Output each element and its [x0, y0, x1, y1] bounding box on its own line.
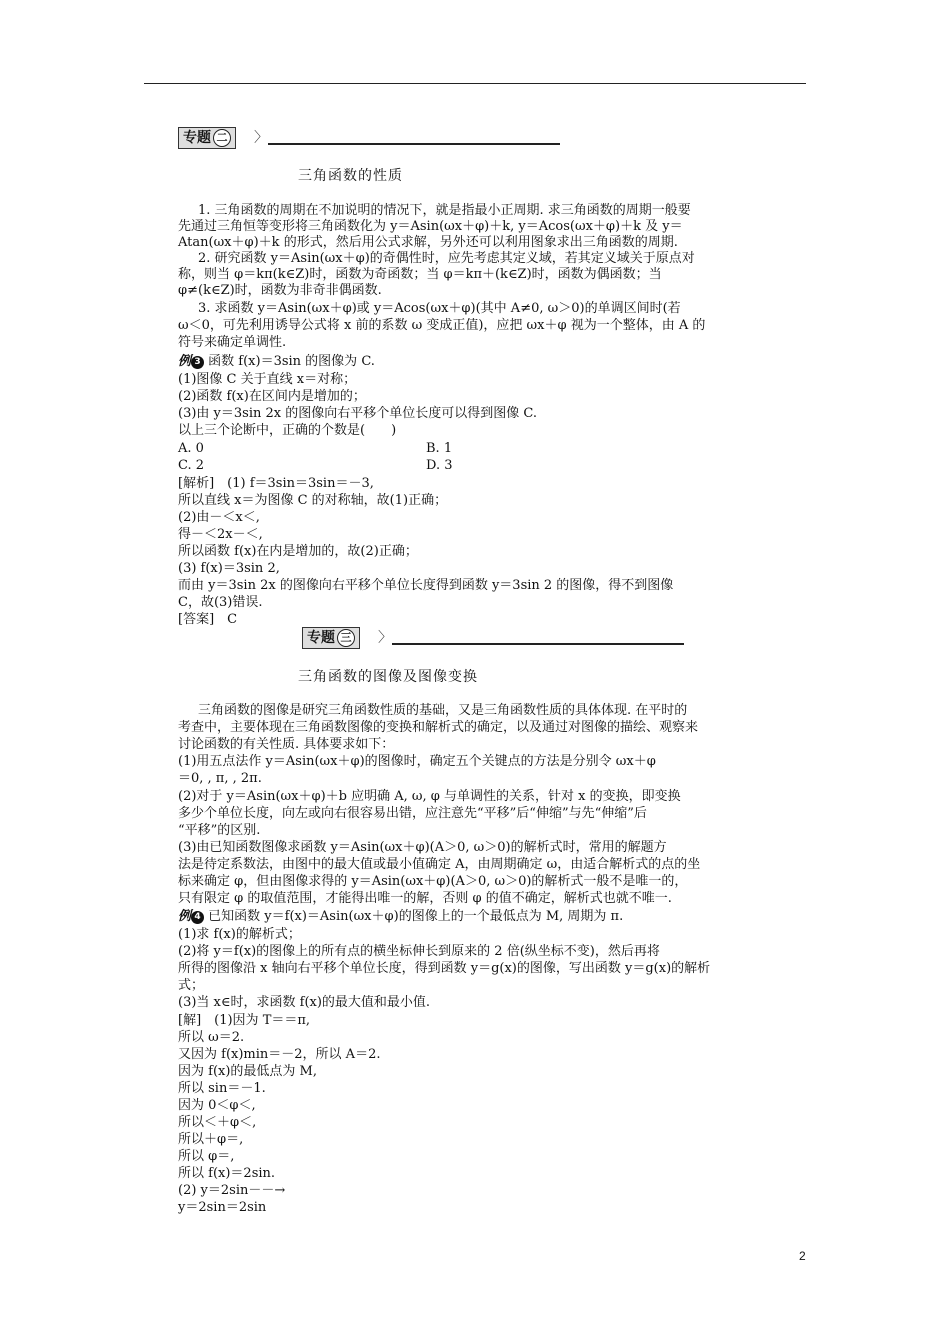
section-badge — [302, 627, 360, 649]
chevron-right-icon: 〉 — [378, 630, 392, 646]
text-line: 称，则当 φ＝kπ(k∈Z)时，函数为奇函数；当 φ＝kπ＋(k∈Z)时，函数为偶函数；当 — [178, 267, 662, 282]
text-line: 所以＜＋φ＜, — [178, 1115, 257, 1130]
section-heading: 三角函数的图像及图像变换 — [298, 669, 478, 685]
text-line: 所以 f(x)＝2sin. — [178, 1166, 276, 1181]
text-line: 3. 求函数 y＝Asin(ωx＋φ)或 y＝Acos(ωx＋φ)(其中 A≠0, ω＞0)的单调区间时(若 — [198, 301, 681, 316]
option-b: B. 1 — [426, 441, 453, 456]
text-line: 2. 研究函数 y＝Asin(ωx＋φ)的奇偶性时，应先考虑其定义域，若其定义域关于原点对 — [198, 251, 695, 266]
text-line: (2)对于 y＝Asin(ωx＋φ)＋b 应明确 A, ω, φ 与单调性的关系，针对 x 的变换，即变换 — [178, 789, 681, 804]
section-badge-label: 专题 — [183, 130, 211, 146]
text-line: C，故(3)错误. — [178, 595, 263, 610]
example-statement: 函数 f(x)＝3sin 的图像为 C. — [208, 354, 375, 369]
text-line: y＝2sin＝2sin — [178, 1200, 267, 1215]
section-heading: 三角函数的性质 — [298, 168, 403, 184]
text-line: 因为 f(x)的最低点为 M, — [178, 1064, 317, 1079]
text-line: φ≠(k∈Z)时，函数为非奇非偶函数. — [178, 283, 382, 298]
answer-line: [答案] C — [178, 612, 238, 627]
example-4 — [178, 909, 623, 925]
text-line: 以上三个论断中，正确的个数是( ) — [178, 423, 397, 438]
text-line: (2)由－＜x＜, — [178, 510, 260, 525]
text-line: ＝0, , π, , 2π. — [178, 771, 262, 786]
text-line: 因为 0＜φ＜, — [178, 1098, 256, 1113]
example-number: 3 — [191, 356, 204, 369]
text-line: 式； — [178, 978, 205, 993]
text-line: 所以 ω＝2. — [178, 1030, 245, 1045]
text-line: ω＜0，可先利用诱导公式将 x 前的系数 ω 变成正值)，应把 ωx＋φ 视为一个整体，由 A 的 — [178, 318, 706, 333]
page-number: 2 — [799, 1249, 806, 1263]
option-d: D. 3 — [426, 458, 453, 473]
text-line: 法是待定系数法，由图中的最大值或最小值确定 A，由周期确定 ω，由适合解析式的点的坐 — [178, 857, 701, 872]
option-a: A. 0 — [178, 441, 204, 456]
section-underline — [392, 643, 684, 645]
text-line: 先通过三角恒等变形将三角函数化为 y＝Asin(ωx＋φ)＋k, y＝Acos(ωx＋φ)＋k 及 y＝ — [178, 219, 683, 234]
text-line: 讨论函数的有关性质. 具体要求如下： — [178, 737, 395, 752]
example-3 — [178, 354, 375, 370]
section-badge-label: 专题 — [307, 630, 335, 646]
top-rule — [144, 83, 806, 84]
text-line: 符号来确定单调性. — [178, 335, 287, 350]
example-label: 例 3 — [178, 354, 204, 369]
section-underline — [268, 143, 560, 145]
text-line: 得－＜2x－＜, — [178, 527, 263, 542]
text-line: (1)求 f(x)的解析式； — [178, 927, 301, 942]
text-line: “平移”的区别. — [178, 823, 261, 838]
text-line: Atan(ωx＋φ)＋k 的形式，然后用公式求解，另外还可以利用图象求出三角函数的周期. — [178, 235, 678, 250]
text-line: 而由 y＝3sin 2x 的图像向右平移个单位长度得到函数 y＝3sin 2 的图像，得不到图像 — [178, 578, 674, 593]
chevron-right-icon: 〉 — [254, 130, 268, 146]
text-line: 所以直线 x＝为图像 C 的对称轴，故(1)正确； — [178, 493, 448, 508]
text-line: (3) f(x)＝3sin 2, — [178, 561, 280, 576]
text-line: (3)由已知函数图像求函数 y＝Asin(ωx＋φ)(A＞0, ω＞0)的解析式时，常用的解题方 — [178, 840, 667, 855]
example-label: 例 4 — [178, 909, 204, 924]
text-line: 标来确定 φ，但由图像求得的 y＝Asin(ωx＋φ)(A＞0, ω＞0)的解析式一般不是唯一的， — [178, 874, 688, 889]
text-line: (2) y＝2sin－－→ — [178, 1183, 286, 1198]
text-line: (2)将 y＝f(x)的图像上的所有点的横坐标伸长到原来的 2 倍(纵坐标不变)，然后再将 — [178, 944, 660, 959]
section-badge — [178, 127, 236, 149]
text-line: 考查中，主要体现在三角函数图像的变换和解析式的确定，以及通过对图像的描绘、观察来 — [178, 720, 699, 735]
option-c: C. 2 — [178, 458, 205, 473]
text-line: (2)函数 f(x)在区间内是增加的； — [178, 389, 366, 404]
text-line: 又因为 f(x)min＝－2，所以 A＝2. — [178, 1047, 381, 1062]
text-line: 所以 φ＝, — [178, 1149, 235, 1164]
example-statement: 已知函数 y＝f(x)＝Asin(ωx＋φ)的图像上的一个最低点为 M, 周期为 π. — [208, 909, 624, 924]
text-line: [解] (1)因为 T＝＝π, — [178, 1013, 311, 1028]
text-line: 所以 sin＝－1. — [178, 1081, 266, 1096]
text-line: 所得的图像沿 x 轴向右平移个单位长度，得到函数 y＝g(x)的图像，写出函数 y＝g(x)的解析 — [178, 961, 711, 976]
example-number: 4 — [191, 911, 204, 924]
text-line: (1)用五点法作 y＝Asin(ωx＋φ)的图像时，确定五个关键点的方法是分别令 ωx＋φ — [178, 754, 656, 769]
text-line: 1. 三角函数的周期在不加说明的情况下，就是指最小正周期. 求三角函数的周期一般要 — [198, 203, 691, 218]
section-number: 二 — [213, 129, 231, 147]
text-line: 只有限定 φ 的取值范围，才能得出唯一的解，否则 φ 的值不确定，解析式也就不唯一. — [178, 891, 672, 906]
section-header-2 — [178, 127, 560, 151]
text-line: (3)当 x∈时，求函数 f(x)的最大值和最小值. — [178, 995, 431, 1010]
text-line: (1)图像 C 关于直线 x＝对称； — [178, 372, 357, 387]
text-line: 多少个单位长度，向左或向右很容易出错，应注意先“平移”后“伸缩”与先“伸缩”后 — [178, 806, 647, 821]
text-line: [解析] (1) f＝3sin＝3sin＝－3, — [178, 476, 374, 491]
section-header-3 — [302, 627, 684, 651]
text-line: 三角函数的图像是研究三角函数性质的基础，又是三角函数性质的具体体现. 在平时的 — [198, 703, 688, 718]
text-line: (3)由 y＝3sin 2x 的图像向右平移个单位长度可以得到图像 C. — [178, 406, 537, 421]
text-line: 所以＋φ＝, — [178, 1132, 244, 1147]
text-line: 所以函数 f(x)在内是增加的，故(2)正确； — [178, 544, 418, 559]
section-number: 三 — [337, 629, 355, 647]
